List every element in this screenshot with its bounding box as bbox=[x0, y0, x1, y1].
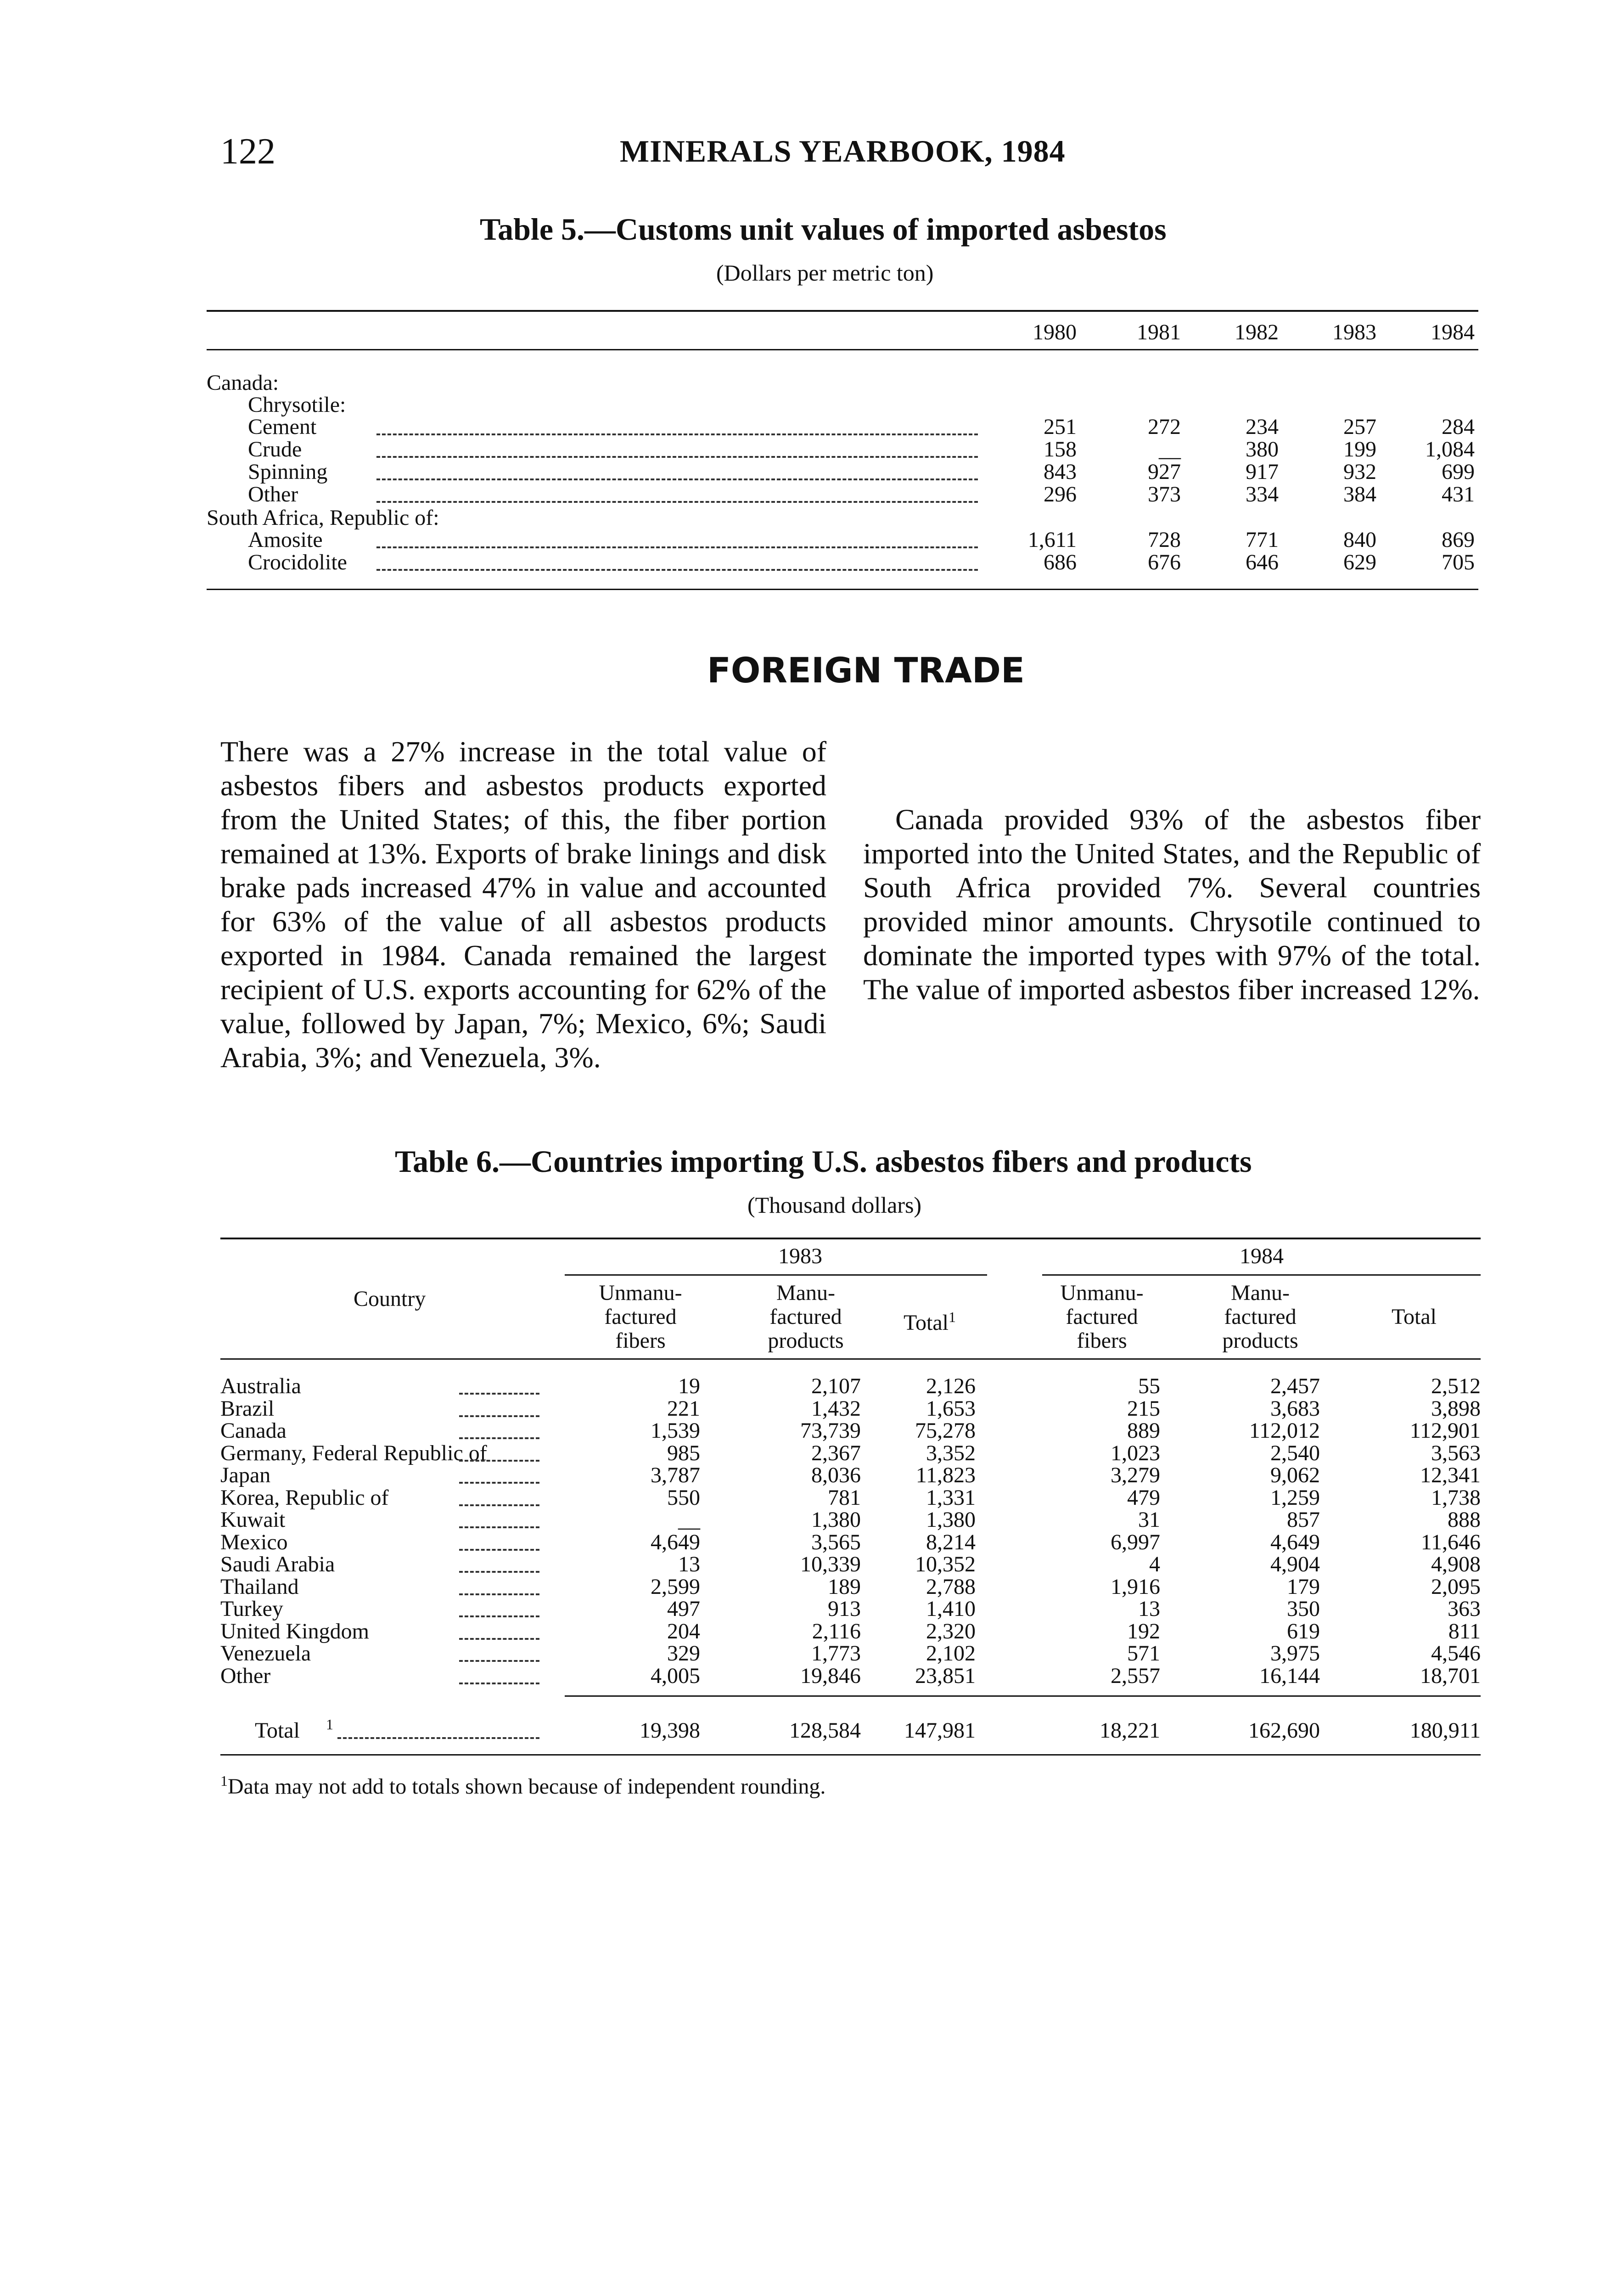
t6-leader bbox=[459, 1482, 539, 1484]
t6-col-manufactured-1983: Manu- factured products bbox=[768, 1281, 844, 1353]
t5-row-label: Other bbox=[248, 482, 298, 506]
t6-col-country: Country bbox=[354, 1287, 426, 1311]
t5-value-cell: 699 bbox=[1442, 460, 1475, 484]
t6-value-cell: 12,341 bbox=[1420, 1463, 1481, 1487]
t5-year: 1981 bbox=[1137, 320, 1181, 344]
paragraph-exports: There was a 27% increase in the total value of asbestos fibers and asbestos products exported from the United States; of this, the fiber portion remained at 13%. Exports of brake linings and disk brake pads increased 47% in value and accounted for 63% of the value of all asbestos products exported in 1984. Canada remained the largest recipient of U.S. exports accounting for 62% of the value, followed by Japan, 7%; Mexico, 6%; Saudi Arabia, 3%; and Venezuela, 3%. bbox=[220, 735, 826, 1074]
t5-value-cell: 384 bbox=[1343, 482, 1376, 506]
t6-country-label: Australia bbox=[220, 1374, 301, 1398]
t5-row-label: Amosite bbox=[248, 528, 323, 552]
t6-value-cell: __ bbox=[678, 1508, 700, 1532]
t6-leader bbox=[459, 1526, 539, 1528]
t6-value-cell: 1,432 bbox=[811, 1396, 861, 1421]
t6-leader bbox=[337, 1737, 539, 1739]
t6-value-cell: 4,005 bbox=[651, 1663, 700, 1688]
t6-value-cell: 4,649 bbox=[1270, 1530, 1320, 1554]
t5-leader bbox=[376, 501, 978, 503]
t5-value-cell: 646 bbox=[1246, 550, 1279, 574]
t6-col-total-1984: Total bbox=[1392, 1305, 1437, 1329]
table-5-title: Table 5.—Customs unit values of imported asbestos bbox=[480, 212, 1167, 247]
t6-value-cell: 913 bbox=[828, 1597, 861, 1621]
t5-year: 1980 bbox=[1033, 320, 1077, 344]
t5-row-label: Spinning bbox=[248, 460, 328, 484]
t6-value-cell: 3,787 bbox=[651, 1463, 700, 1487]
t6-value-cell: 19,846 bbox=[800, 1663, 861, 1688]
t6-value-cell: 1,410 bbox=[926, 1597, 976, 1621]
t6-value-cell: 73,739 bbox=[800, 1418, 861, 1443]
t5-group-label: Canada: bbox=[207, 371, 279, 395]
t5-leader bbox=[376, 569, 978, 571]
t6-value-cell: 10,352 bbox=[915, 1552, 976, 1576]
t6-value-cell: 162,690 bbox=[1248, 1718, 1320, 1743]
t5-row-label: Crocidolite bbox=[248, 550, 347, 574]
t6-value-cell: 1,916 bbox=[1111, 1574, 1160, 1599]
t6-value-cell: 31 bbox=[1138, 1508, 1160, 1532]
t6-value-cell: 112,012 bbox=[1249, 1418, 1320, 1443]
t6-total-label: Total bbox=[255, 1718, 300, 1743]
table-6-footnote: $^1$Data may not add to totals shown because of independent rounding. bbox=[220, 1773, 826, 1799]
t6-value-cell: 3,565 bbox=[811, 1530, 861, 1554]
t6-value-cell: 19,398 bbox=[640, 1718, 700, 1743]
t6-leader bbox=[459, 1437, 539, 1439]
t6-value-cell: 363 bbox=[1448, 1597, 1481, 1621]
t6-country-label: Korea, Republic of bbox=[220, 1485, 389, 1510]
t6-country-label: Thailand bbox=[220, 1574, 299, 1599]
t6-leader bbox=[459, 1549, 539, 1551]
t5-subgroup-label: Chrysotile: bbox=[248, 393, 346, 417]
t6-country-label: Turkey bbox=[220, 1597, 283, 1621]
t6-country-label: Mexico bbox=[220, 1530, 288, 1554]
t6-value-cell: 75,278 bbox=[915, 1418, 976, 1443]
t5-value-cell: 771 bbox=[1246, 528, 1279, 552]
t6-value-cell: 2,095 bbox=[1431, 1574, 1481, 1599]
t5-year: 1982 bbox=[1235, 320, 1279, 344]
t6-span-rule-1984 bbox=[1042, 1274, 1481, 1276]
t6-value-cell: 2,126 bbox=[926, 1374, 976, 1398]
t6-leader bbox=[459, 1615, 539, 1617]
t6-value-cell: 16,144 bbox=[1259, 1663, 1320, 1688]
t6-country-label: Saudi Arabia bbox=[220, 1552, 335, 1576]
t5-row-label: Cement bbox=[248, 415, 317, 439]
t6-value-cell: 192 bbox=[1127, 1619, 1160, 1643]
t6-value-cell: 1,539 bbox=[651, 1418, 700, 1443]
t6-country-label: Japan bbox=[220, 1463, 271, 1487]
t5-value-cell: 380 bbox=[1246, 437, 1279, 461]
t6-value-cell: 550 bbox=[667, 1485, 700, 1510]
t5-value-cell: 843 bbox=[1044, 460, 1077, 484]
t5-value-cell: 705 bbox=[1442, 550, 1475, 574]
table-5-bottom-rule bbox=[207, 589, 1478, 590]
t6-value-cell: 10,339 bbox=[800, 1552, 861, 1576]
table-6-title: Table 6.—Countries importing U.S. asbestos fibers and products bbox=[395, 1144, 1252, 1179]
table-5-header-rule bbox=[207, 349, 1478, 350]
t6-value-cell: 888 bbox=[1448, 1508, 1481, 1532]
t6-leader bbox=[459, 1415, 539, 1417]
t6-value-cell: 11,646 bbox=[1420, 1530, 1481, 1554]
t6-value-cell: 3,563 bbox=[1431, 1441, 1481, 1465]
t6-value-cell: 857 bbox=[1287, 1508, 1320, 1532]
t5-value-cell: 272 bbox=[1148, 415, 1181, 439]
t6-leader bbox=[459, 1571, 539, 1573]
t6-value-cell: 2,540 bbox=[1270, 1441, 1320, 1465]
t5-value-cell: 334 bbox=[1246, 482, 1279, 506]
table-6-header-rule bbox=[220, 1358, 1481, 1360]
t6-leader bbox=[459, 1460, 539, 1462]
t5-value-cell: 296 bbox=[1044, 482, 1077, 506]
t6-value-cell: 3,279 bbox=[1111, 1463, 1160, 1487]
t6-value-cell: 497 bbox=[667, 1597, 700, 1621]
t6-value-cell: 3,683 bbox=[1270, 1396, 1320, 1421]
t6-value-cell: 4,649 bbox=[651, 1530, 700, 1554]
t5-value-cell: 257 bbox=[1343, 415, 1376, 439]
t6-leader bbox=[459, 1683, 539, 1684]
t6-value-cell: 4,908 bbox=[1431, 1552, 1481, 1576]
t6-leader bbox=[459, 1593, 539, 1595]
t6-value-cell: 204 bbox=[667, 1619, 700, 1643]
t6-value-cell: 1,380 bbox=[811, 1508, 861, 1532]
t6-value-cell: 8,214 bbox=[926, 1530, 976, 1554]
t6-value-cell: 19 bbox=[678, 1374, 700, 1398]
t6-span-rule-1983 bbox=[565, 1274, 987, 1276]
t6-value-cell: 8,036 bbox=[811, 1463, 861, 1487]
t5-value-cell: 728 bbox=[1148, 528, 1181, 552]
t6-value-cell: 1,259 bbox=[1270, 1485, 1320, 1510]
t6-country-label: United Kingdom bbox=[220, 1619, 369, 1643]
t6-value-cell: 55 bbox=[1138, 1374, 1160, 1398]
t6-value-cell: 3,975 bbox=[1270, 1641, 1320, 1666]
t5-value-cell: 686 bbox=[1044, 550, 1077, 574]
t6-year-1984: 1984 bbox=[1240, 1244, 1284, 1268]
t6-value-cell: 350 bbox=[1287, 1597, 1320, 1621]
t6-value-cell: 1,380 bbox=[926, 1508, 976, 1532]
page-number: 122 bbox=[220, 131, 275, 172]
t6-value-cell: 2,557 bbox=[1111, 1663, 1160, 1688]
t6-value-cell: 1,773 bbox=[811, 1641, 861, 1666]
t5-value-cell: 869 bbox=[1442, 528, 1475, 552]
t5-value-cell: 629 bbox=[1343, 550, 1376, 574]
t6-value-cell: 179 bbox=[1287, 1574, 1320, 1599]
t6-value-cell: 1,023 bbox=[1111, 1441, 1160, 1465]
t6-value-cell: 2,320 bbox=[926, 1619, 976, 1643]
t6-value-cell: 2,599 bbox=[651, 1574, 700, 1599]
t5-value-cell: 158 bbox=[1044, 437, 1077, 461]
t6-value-cell: 2,102 bbox=[926, 1641, 976, 1666]
t5-value-cell: 927 bbox=[1148, 460, 1181, 484]
t6-leader bbox=[459, 1638, 539, 1640]
t6-col-total-1983: Total$^1$ bbox=[904, 1309, 956, 1335]
t6-leader bbox=[459, 1660, 539, 1662]
t6-value-cell: 4,904 bbox=[1270, 1552, 1320, 1576]
t6-leader bbox=[459, 1393, 539, 1395]
t6-value-cell: 3,898 bbox=[1431, 1396, 1481, 1421]
t5-value-cell: 840 bbox=[1343, 528, 1376, 552]
t6-value-cell: 1,331 bbox=[926, 1485, 976, 1510]
t6-value-cell: 2,512 bbox=[1431, 1374, 1481, 1398]
t6-country-label: Germany, Federal Republic of bbox=[220, 1441, 487, 1465]
running-title: MINERALS YEARBOOK, 1984 bbox=[620, 134, 1066, 169]
t6-value-cell: 13 bbox=[678, 1552, 700, 1576]
t6-value-cell: 329 bbox=[667, 1641, 700, 1666]
t6-value-cell: 811 bbox=[1448, 1619, 1481, 1643]
t6-value-cell: 1,653 bbox=[926, 1396, 976, 1421]
t6-value-cell: 479 bbox=[1127, 1485, 1160, 1510]
t6-value-cell: 2,367 bbox=[811, 1441, 861, 1465]
t5-group-label: South Africa, Republic of: bbox=[207, 506, 439, 530]
t6-country-label: Canada bbox=[220, 1418, 286, 1443]
t5-row-label: Crude bbox=[248, 437, 302, 461]
section-heading-foreign-trade: FOREIGN TRADE bbox=[707, 650, 1025, 691]
t6-value-cell: 985 bbox=[667, 1441, 700, 1465]
table-6-top-rule bbox=[220, 1238, 1481, 1239]
t5-value-cell: 284 bbox=[1442, 415, 1475, 439]
t6-value-cell: 23,851 bbox=[915, 1663, 976, 1688]
t6-value-cell: 4 bbox=[1149, 1552, 1160, 1576]
t6-value-cell: 221 bbox=[667, 1396, 700, 1421]
t6-value-cell: 18,701 bbox=[1420, 1663, 1481, 1688]
t6-value-cell: 112,901 bbox=[1409, 1418, 1481, 1443]
t6-value-cell: 889 bbox=[1127, 1418, 1160, 1443]
t6-country-label: Kuwait bbox=[220, 1508, 286, 1532]
t5-value-cell: 932 bbox=[1343, 460, 1376, 484]
t6-value-cell: 13 bbox=[1138, 1597, 1160, 1621]
table-6-unit: (Thousand dollars) bbox=[747, 1192, 922, 1218]
t5-leader bbox=[376, 478, 978, 480]
t6-value-cell: 4,546 bbox=[1431, 1641, 1481, 1666]
t6-value-cell: 215 bbox=[1127, 1396, 1160, 1421]
t6-value-cell: 3,352 bbox=[926, 1441, 976, 1465]
t5-value-cell: 1,084 bbox=[1425, 437, 1475, 461]
t6-year-1983: 1983 bbox=[778, 1244, 822, 1268]
t6-col-manufactured-1984: Manu- factured products bbox=[1222, 1281, 1298, 1353]
t5-leader bbox=[376, 433, 978, 435]
t6-total-footnote-mark: 1 bbox=[326, 1716, 333, 1733]
t6-value-cell: 189 bbox=[828, 1574, 861, 1599]
t5-leader bbox=[376, 546, 978, 548]
t5-value-cell: 431 bbox=[1442, 482, 1475, 506]
t6-total-rule bbox=[565, 1695, 1481, 1697]
paragraph-imports: Canada provided 93% of the asbestos fiber imported into the United States, and the Republic of South Africa provided 7%. Several countries provided minor amounts. Chrysotile continued to dominate the imported types with 97% of the total. The value of imported asbestos fiber increased 12%. bbox=[863, 803, 1481, 1006]
t6-value-cell: 2,116 bbox=[812, 1619, 861, 1643]
t6-col-unmanufactured-1983: Unmanu- factured fibers bbox=[599, 1281, 682, 1353]
t6-value-cell: 147,981 bbox=[904, 1718, 976, 1743]
t5-value-cell: __ bbox=[1159, 437, 1181, 461]
t6-country-label: Venezuela bbox=[220, 1641, 311, 1666]
t5-value-cell: 917 bbox=[1246, 460, 1279, 484]
t6-value-cell: 9,062 bbox=[1270, 1463, 1320, 1487]
t6-value-cell: 180,911 bbox=[1409, 1718, 1481, 1743]
t5-leader bbox=[376, 456, 978, 458]
t6-value-cell: 11,823 bbox=[915, 1463, 976, 1487]
t6-country-label: Brazil bbox=[220, 1396, 275, 1421]
t6-value-cell: 781 bbox=[828, 1485, 861, 1510]
t6-col-unmanufactured-1984: Unmanu- factured fibers bbox=[1060, 1281, 1144, 1353]
t6-value-cell: 18,221 bbox=[1100, 1718, 1160, 1743]
t5-value-cell: 234 bbox=[1246, 415, 1279, 439]
t6-value-cell: 2,457 bbox=[1270, 1374, 1320, 1398]
t5-value-cell: 373 bbox=[1148, 482, 1181, 506]
t6-leader bbox=[459, 1504, 539, 1506]
t6-value-cell: 128,584 bbox=[789, 1718, 861, 1743]
t6-value-cell: 619 bbox=[1287, 1619, 1320, 1643]
table-6-bottom-rule bbox=[220, 1754, 1481, 1756]
table-5-unit: (Dollars per metric ton) bbox=[716, 260, 934, 286]
t5-year: 1983 bbox=[1332, 320, 1376, 344]
table-5-top-rule bbox=[207, 310, 1478, 312]
t6-value-cell: 571 bbox=[1127, 1641, 1160, 1666]
t5-year: 1984 bbox=[1431, 320, 1475, 344]
t6-value-cell: 2,107 bbox=[811, 1374, 861, 1398]
t5-value-cell: 676 bbox=[1148, 550, 1181, 574]
t6-value-cell: 2,788 bbox=[926, 1574, 976, 1599]
t6-value-cell: 1,738 bbox=[1431, 1485, 1481, 1510]
t6-country-label: Other bbox=[220, 1663, 271, 1688]
t5-value-cell: 199 bbox=[1343, 437, 1376, 461]
t5-value-cell: 251 bbox=[1044, 415, 1077, 439]
t5-value-cell: 1,611 bbox=[1027, 528, 1077, 552]
t6-value-cell: 6,997 bbox=[1111, 1530, 1160, 1554]
